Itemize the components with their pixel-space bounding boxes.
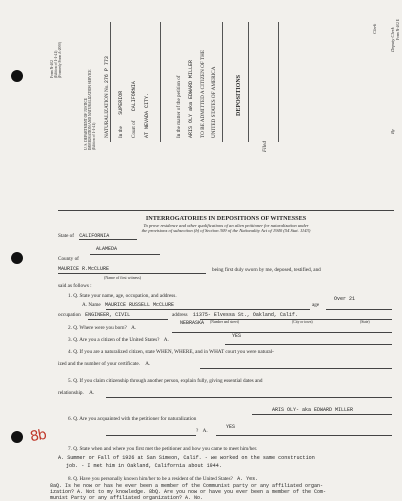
punch-hole-bottom	[11, 431, 23, 443]
county-value-line	[96, 246, 117, 252]
section-subtitle-1: To prove residence and other qualifications of an alien petitioner for naturalization under	[143, 223, 309, 228]
q1-question: 1. Q. State your name, age, occupation, and address.	[68, 293, 177, 299]
witness-caption: (Name of first witness)	[104, 275, 141, 280]
q4-line-2	[58, 361, 150, 367]
state-line	[58, 233, 137, 239]
court-of-label: Court of	[131, 120, 137, 138]
country-line	[211, 67, 217, 139]
admitted-line	[200, 50, 206, 138]
q8-answer: A. Yes.	[237, 476, 259, 482]
q3-line	[68, 337, 169, 343]
section-subtitle-2: the provisions of subsection (b) of Section 309 of the Nationality Act of 1940 (54 Stat. 1143)	[141, 228, 311, 233]
form-number: Form N-402	[50, 60, 54, 78]
q8-question: 8. Q. Have you personally known him/her to be a resident of the United States?	[68, 476, 233, 482]
q2-answer-prefix: A.	[131, 325, 137, 331]
q6-question-line	[68, 416, 196, 422]
q1-name-line	[82, 302, 174, 308]
q5-line-2	[58, 390, 94, 396]
service-name: IMMIGRATION AND NATURALIZATION SERVICE	[88, 69, 92, 150]
q7-answer-prefix: A.	[58, 455, 65, 461]
q1-occupation-line	[58, 312, 130, 318]
red-margin-mark-text: 8b	[28, 426, 48, 446]
q6-answer-a: A.	[202, 428, 208, 434]
q2-line	[68, 325, 136, 331]
edition-note: (Edition of 1-1-41)	[92, 122, 96, 150]
said-as-follows: said as follows :	[58, 283, 92, 289]
court-column-rule-4	[248, 22, 249, 142]
q8a-question: 8aQ. Is he now or has he ever been a member of the Communist party or any affiliated organ-	[50, 483, 324, 489]
q7-question: 7. Q. State when and where you first met the petitioner and how you came to meet him/her.	[68, 446, 258, 452]
q1-age-label: age	[312, 302, 320, 308]
q6-answer: YES	[226, 424, 236, 430]
sworn-line	[212, 267, 321, 273]
q6-answer-value-line	[226, 424, 235, 430]
witness-name: MAURICE R.McCLURE	[58, 266, 110, 272]
q3-answer-line	[232, 333, 241, 339]
petitioner-line	[188, 60, 194, 138]
q5-question: 5. Q. If you claim citizenship through another person, explain fully, giving essential dates and	[68, 378, 263, 384]
q6-answer-line	[196, 428, 208, 434]
sworn-text: being first duly sworn by me, deposed, testified, and	[212, 267, 321, 273]
q6-question-mark: ?	[196, 428, 199, 434]
said-line	[58, 283, 92, 289]
q5-line-1	[68, 378, 262, 384]
prior-form: (Formerly Form A-2000)	[58, 41, 62, 78]
q1-answer-prefix: A. Name	[82, 302, 101, 308]
county-line	[58, 256, 79, 262]
in-the-court-line	[118, 91, 124, 138]
naturalization-no-label: NATURALIZATION No.	[104, 84, 110, 138]
matter-label: In the matter of the petition of	[176, 75, 182, 138]
admitted-text: TO BE ADMITTED A CITIZEN OF THE	[200, 50, 206, 138]
q2-question: 2. Q. Where were you born?	[68, 325, 127, 331]
q1-question-line	[68, 293, 177, 299]
q4-answer-prefix: A.	[145, 361, 151, 367]
q1-address-label: address	[172, 312, 188, 318]
q6-petitioner-line	[272, 407, 353, 413]
q3-question: 3. Q. Are you a citizen of the United States?	[68, 337, 160, 343]
red-margin-mark	[29, 427, 47, 446]
q1-age-underline	[326, 309, 392, 310]
court-state-value: CALIFORNIA	[131, 81, 137, 112]
department-name: U. S. DEPARTMENT OF JUSTICE	[84, 97, 88, 150]
q2-answer-line	[180, 320, 204, 326]
depositions-title: DEPOSITIONS	[236, 74, 242, 116]
filed-line	[262, 141, 268, 152]
form-edition: (Edition of 1-1-41)	[54, 50, 58, 78]
form-number-block	[50, 51, 58, 78]
q6-question: 6. Q. Are you acquainted with the petitioner for naturalization	[68, 416, 197, 422]
deputy-clerk-line	[390, 27, 395, 52]
in-the-label: In the	[118, 126, 124, 138]
punch-hole-middle	[11, 252, 23, 264]
clerk-line	[372, 24, 377, 34]
q7-answer-2: job. - I met him in Oakland, California about 1944.	[66, 463, 222, 469]
q1-caption-state: (State)	[360, 320, 370, 324]
q1-age-line	[312, 302, 319, 308]
q7-answer-1: Summer or Fall of 1926 at San Simeon, Calif. - we worked on the same construction	[67, 455, 315, 461]
q3-answer-prefix: A.	[163, 337, 169, 343]
court-location-line	[144, 93, 150, 138]
section-header	[58, 215, 394, 233]
court-column-rule-2	[160, 22, 161, 142]
q1-caption-number: (Number and street)	[210, 320, 239, 324]
witness-caption-line	[104, 276, 141, 280]
top-right-code-line	[396, 19, 400, 40]
q1-occupation-value: ENGINEER, CIVIL	[85, 312, 131, 318]
county-label: County of	[58, 256, 79, 262]
by-label: By	[390, 129, 395, 134]
court-column-rule-1	[110, 22, 111, 142]
court-location-value: AT NEVADA CITY.	[144, 92, 150, 138]
q3-underline	[225, 344, 392, 345]
clerk-label: Clerk	[372, 23, 377, 34]
q1-age-value: Over 21	[334, 296, 356, 302]
q5-question-2: relationship.	[58, 390, 84, 396]
court-column-rule-3	[222, 22, 223, 142]
state-label: State of	[58, 233, 74, 239]
county-underline	[90, 254, 160, 255]
witness-line	[58, 266, 109, 272]
q1-name-value: MAURICE RUSSELL McCLURE	[105, 302, 175, 308]
q1-age-value-line	[334, 296, 355, 302]
by-line	[390, 129, 395, 134]
q6-answer-underline	[216, 435, 392, 436]
matter-line	[176, 75, 182, 138]
q1-address-value: 11375- Elvessa St., Oakland, Calif.	[192, 312, 298, 318]
naturalization-no-value: 276 P 773	[104, 56, 110, 84]
q4-question-2: ized and the number of your certificate.	[58, 361, 140, 367]
filed-label: Filed	[262, 141, 268, 152]
country-text: UNITED STATES OF AMERICA	[211, 66, 217, 138]
deputy-clerk-label: Deputy Clerk	[390, 27, 395, 52]
punch-hole-top	[11, 70, 23, 82]
section-top-rule	[58, 210, 394, 211]
q4-line-1	[68, 349, 274, 355]
q5-underline	[106, 397, 392, 398]
court-type-value: SUPERIOR	[118, 90, 124, 115]
q2-underline	[172, 332, 392, 333]
petitioner-name: ARIS OLY aka EDWARD MILLER	[188, 59, 194, 138]
q2-answer: NEBRASKA	[180, 320, 205, 326]
q1-name-underline	[106, 309, 310, 310]
q7-question-line	[68, 446, 257, 452]
q8-question-line	[68, 476, 258, 482]
q6-petitioner-name: ARIS OLY- aka EDWARD MILLER	[272, 407, 354, 413]
q8-line-4	[50, 495, 203, 501]
top-right-code: Form N-402 E	[396, 19, 400, 40]
q6-petitioner-underline	[252, 414, 392, 415]
q1-caption-city: (City or town)	[292, 320, 313, 324]
prior-form-block	[58, 42, 62, 78]
q1-occupation-label: occupation	[58, 312, 81, 318]
q1-address-line	[172, 312, 298, 318]
witness-underline	[58, 273, 206, 274]
q6-left-underline	[106, 435, 196, 436]
q5-answer-prefix: A.	[89, 390, 95, 396]
county-value: ALAMEDA	[96, 246, 118, 252]
depositions-line	[236, 75, 242, 116]
q8b-answer: munist Party or any affiliated organization? A. No.	[50, 495, 204, 501]
court-of-line	[131, 81, 137, 138]
q1-occupation-underline	[88, 319, 168, 320]
q4-question: 4. Q. If you are a naturalized citizen, state WHEN, WHERE, and in WHAT court you were natural-	[68, 349, 274, 355]
court-column-rule-5	[278, 22, 279, 142]
q3-answer: YES	[232, 333, 242, 339]
q4-underline	[200, 368, 392, 369]
q7-answer-line-2	[66, 463, 222, 469]
department-block	[84, 70, 96, 150]
q7-answer-line-1	[58, 455, 315, 461]
state-value: CALIFORNIA	[79, 233, 137, 240]
q8b-question: ization? A. Not to my knowledge. 8bQ. Are you now or have you ever been a member of the Com-	[50, 489, 327, 495]
section-title: INTERROGATORIES IN DEPOSITIONS OF WITNESSES	[145, 215, 307, 222]
